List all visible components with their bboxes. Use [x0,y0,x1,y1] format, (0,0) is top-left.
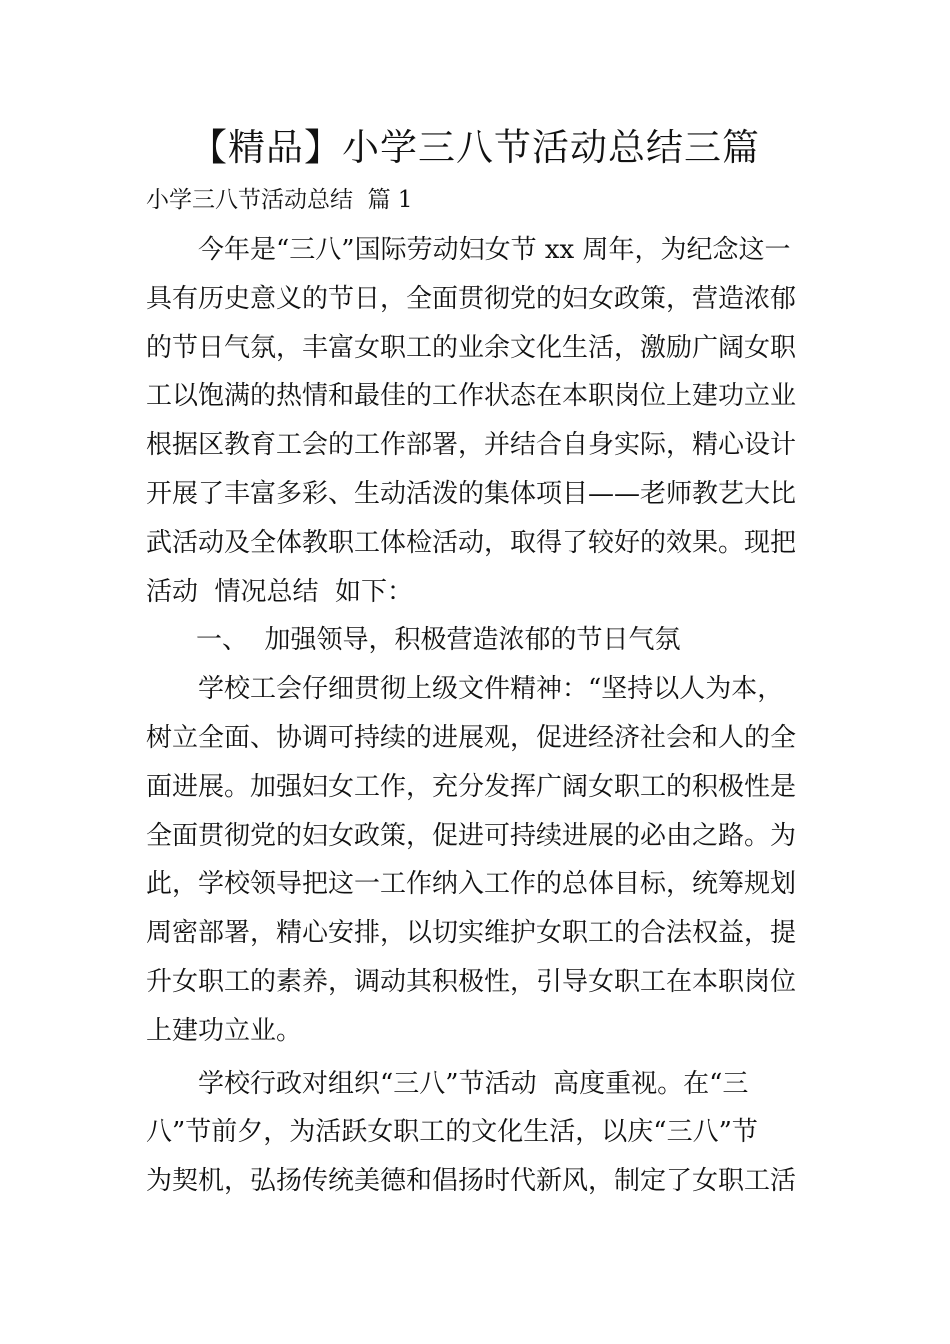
paragraph-line: 活动 情况总结 如下： [146,576,414,607]
paragraph-line: 周密部署，精心安排，以切实维护女职工的合法权益，提 [146,918,797,949]
paragraph-line: 根据区教育工会的工作部署，并结合自身实际，精心设计 [146,430,797,461]
paragraph-line: 开展了丰富多彩、生动活泼的集体项目——老师教艺大比 [146,478,797,509]
paragraph-line: 学校行政对组织“三八”节活动 高度重视。在“三 [198,1068,749,1099]
paragraph-line: 八”节前夕，为活跃女职工的文化生活，以庆“三八”节 [146,1117,758,1148]
paragraph-line: 学校工会仔细贯彻上级文件精神：“坚持以人为本， [198,674,784,705]
paragraph-line: 上建功立业。 [146,1015,303,1046]
paragraph-line: 全面贯彻党的妇女政策，促进可持续进展的必由之路。为 [146,820,797,851]
paragraph-line: 面进展。加强妇女工作，充分发挥广阔女职工的积极性是 [146,771,797,802]
paragraph-line: 升女职工的素养，调动其积极性，引导女职工在本职岗位 [146,966,797,997]
paragraph-line: 树立全面、协调可持续的进展观，促进经济社会和人的全 [146,722,797,753]
section-heading: 小学三八节活动总结 篇 1 [146,187,413,213]
paragraph-line: 此，学校领导把这一工作纳入工作的总体目标，统筹规划 [146,869,797,900]
body-text [146,226,810,1206]
paragraph-line: 今年是“三八”国际劳动妇女节 xx 周年，为纪念这一 [198,235,791,265]
paragraph-line: 具有历史意义的节日，全面贯彻党的妇女政策，营造浓郁 [146,283,797,314]
paragraph-line: 为契机，弘扬传统美德和倡扬时代新风，制定了女职工活 [146,1166,797,1197]
document-title: 【精品】小学三八节活动总结三篇 [190,126,760,169]
paragraph-line: 武活动及全体教职工体检活动，取得了较好的效果。现把 [146,527,797,558]
section-heading-line: 一、 加强领导，积极营造浓郁的节日气氛 [196,625,681,656]
paragraph-line: 的节日气氛，丰富女职工的业余文化生活，激励广阔女职 [146,332,797,363]
paragraph-line: 工以饱满的热情和最佳的工作状态在本职岗位上建功立业 [146,381,797,412]
